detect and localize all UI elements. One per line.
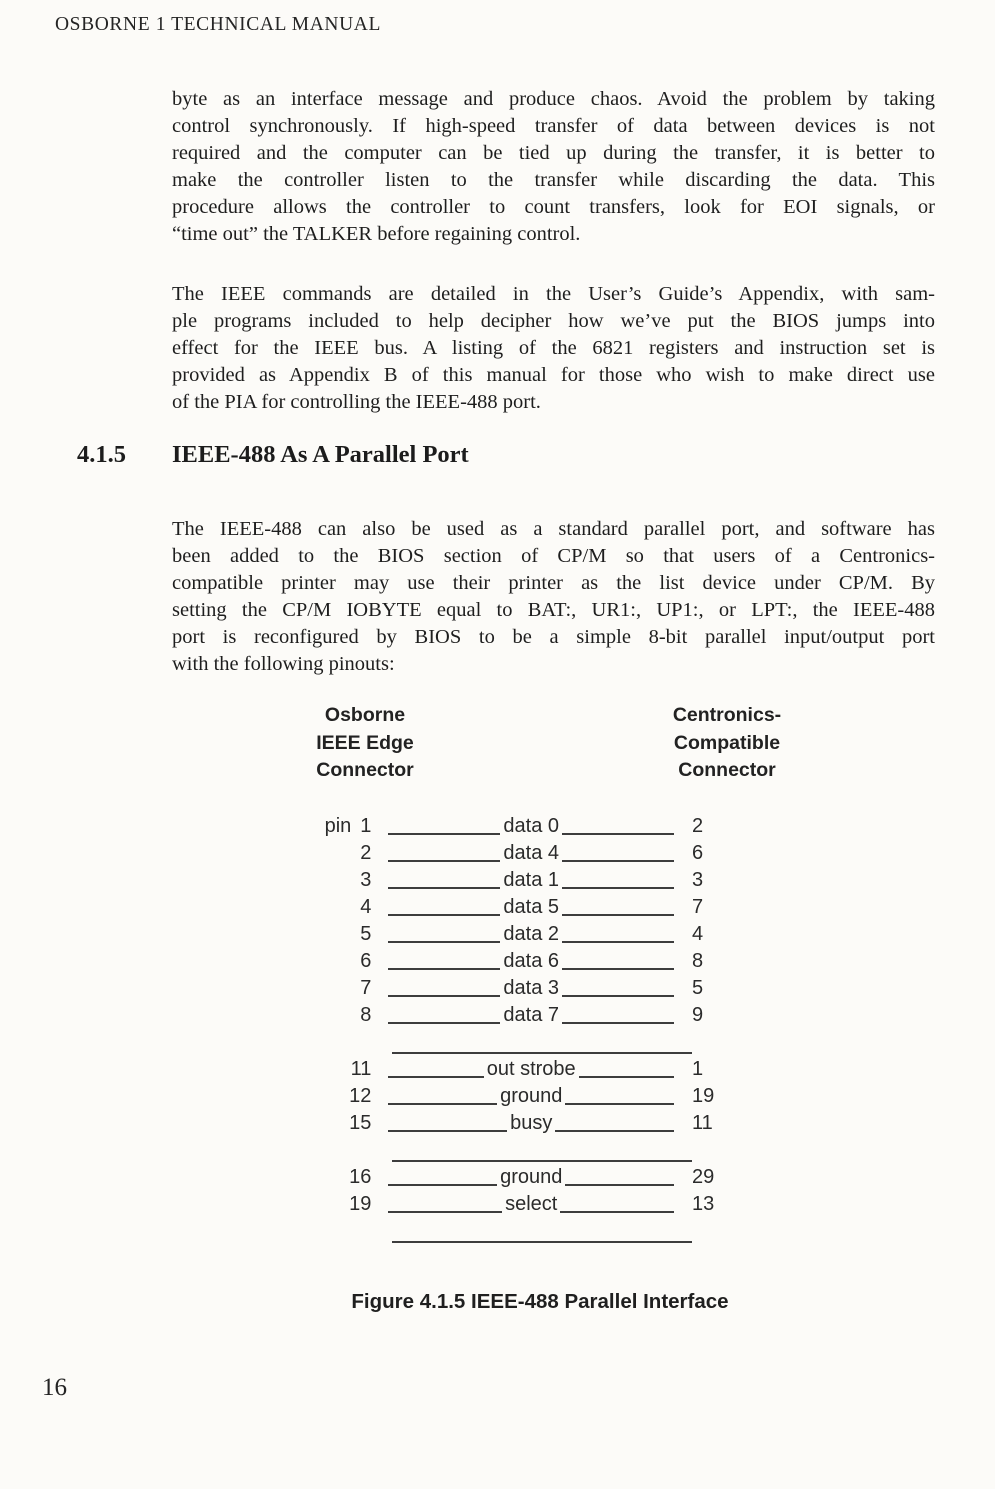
connector-line — [388, 859, 500, 862]
text-line: The IEEE commands are detailed in the User’s Guide’s Appendix, with sam- — [172, 283, 935, 305]
text-line: of the PIA for controlling the IEEE-488 port. — [172, 391, 541, 413]
text-line: compatible printer may use their printer as the list device under CP/M. By — [172, 572, 935, 594]
text-line: port is reconfigured by BIOS to be a simple 8-bit parallel input/output port — [172, 626, 935, 648]
centronics-pin: 13 — [692, 1193, 715, 1215]
connector-line — [562, 1021, 674, 1024]
connector-line — [388, 886, 500, 889]
text-line: been added to the BIOS section of CP/M so that users of a Centronics- — [172, 545, 935, 567]
centronics-pin: 5 — [692, 977, 704, 999]
pinout-row — [300, 838, 732, 865]
connector-line — [555, 1129, 674, 1132]
osborne-pin: 8 — [360, 1004, 372, 1026]
connector-line — [388, 940, 500, 943]
signal-name: data 5 — [503, 896, 560, 918]
osborne-pin: 12 — [349, 1085, 372, 1107]
centronics-pin: 29 — [692, 1166, 715, 1188]
header-line: Connector — [316, 759, 414, 781]
paragraph-3 — [172, 516, 935, 678]
text-line: make the controller listen to the transfer while discarding the data. This — [172, 169, 935, 191]
pinout-row — [300, 1054, 732, 1081]
centronics-pin: 2 — [692, 815, 704, 837]
connector-line — [562, 913, 674, 916]
centronics-connector-header — [661, 702, 793, 785]
pinout-row — [300, 865, 732, 892]
pinout-row — [300, 1108, 732, 1135]
connector-line — [560, 1210, 674, 1213]
text-line: provided as Appendix B of this manual for those who wish to make direct use — [172, 364, 935, 386]
connector-line — [388, 1129, 507, 1132]
connector-line — [562, 886, 674, 889]
connector-line — [388, 1075, 483, 1078]
section-heading — [77, 441, 935, 469]
osborne-pin: pin 1 — [324, 815, 372, 837]
osborne-pin: 7 — [360, 977, 372, 999]
centronics-pin: 8 — [692, 950, 704, 972]
connector-line — [565, 1102, 674, 1105]
centronics-pin: 1 — [692, 1058, 704, 1080]
connector-line — [388, 913, 500, 916]
connector-line — [562, 859, 674, 862]
text-line: setting the CP/M IOBYTE equal to BAT:, UR1:, UP1:, or LPT:, the IEEE-488 — [172, 599, 935, 621]
osborne-pin: 16 — [349, 1166, 372, 1188]
signal-name: out strobe — [486, 1058, 576, 1080]
signal-name: data 1 — [503, 869, 560, 891]
osborne-pin: 2 — [360, 842, 372, 864]
section-title: IEEE-488 As A Parallel Port — [172, 441, 469, 468]
connector-line — [562, 940, 674, 943]
text-line: “time out” the TALKER before regaining control. — [172, 223, 581, 245]
text-line: with the following pinouts: — [172, 653, 395, 675]
connector-line — [562, 832, 674, 835]
page-number: 16 — [42, 1374, 67, 1401]
centronics-pin: 7 — [692, 896, 704, 918]
pinout-row — [300, 973, 732, 1000]
pinout-row — [300, 1000, 732, 1027]
osborne-pin: 5 — [360, 923, 372, 945]
connector-line — [388, 1210, 502, 1213]
signal-name: ground — [500, 1085, 563, 1107]
group-separator-line — [392, 1241, 692, 1243]
text-line: procedure allows the controller to count transfers, look for EOI signals, or — [172, 196, 935, 218]
text-line: required and the computer can be tied up during the transfer, it is better to — [172, 142, 935, 164]
osborne-pin: 19 — [349, 1193, 372, 1215]
centronics-pin: 6 — [692, 842, 704, 864]
header-line: Centronics- — [672, 704, 782, 726]
pinout-row — [300, 1189, 732, 1216]
pinout-row — [300, 892, 732, 919]
osborne-pin: 6 — [360, 950, 372, 972]
osborne-pin: 4 — [360, 896, 372, 918]
header-line: IEEE Edge — [316, 731, 414, 754]
connector-line — [388, 1183, 497, 1186]
connector-line — [562, 994, 674, 997]
text-line: The IEEE-488 can also be used as a standard parallel port, and software has — [172, 518, 935, 540]
connector-line — [388, 1021, 500, 1024]
pinout-row — [300, 1081, 732, 1108]
centronics-pin: 4 — [692, 923, 704, 945]
header-line: Osborne — [324, 704, 406, 726]
text-line: ple programs included to help decipher how we’ve put the BIOS jumps into — [172, 310, 935, 332]
signal-name: select — [505, 1193, 558, 1215]
running-header: OSBORNE 1 TECHNICAL MANUAL — [55, 14, 381, 35]
connector-line — [388, 1102, 497, 1105]
text-line: control synchronously. If high-speed transfer of data between devices is not — [172, 115, 935, 137]
connector-line — [388, 832, 500, 835]
signal-name: data 2 — [503, 923, 560, 945]
centronics-pin: 3 — [692, 869, 704, 891]
signal-name: busy — [510, 1112, 553, 1134]
header-line: Connector — [678, 759, 776, 781]
header-line: Compatible — [673, 731, 781, 754]
connector-line — [562, 967, 674, 970]
section-number: 4.1.5 — [77, 441, 126, 468]
osborne-pin: 11 — [350, 1058, 372, 1080]
signal-name: data 6 — [503, 950, 560, 972]
figure-caption: Figure 4.1.5 IEEE-488 Parallel Interface — [351, 1290, 729, 1313]
signal-name: data 4 — [503, 842, 560, 864]
paragraph-2 — [172, 281, 935, 416]
connector-line — [579, 1075, 674, 1078]
pinout-table — [300, 811, 732, 1243]
osborne-pin: 15 — [349, 1112, 372, 1134]
centronics-pin: 19 — [692, 1085, 715, 1107]
pinout-row — [300, 1162, 732, 1189]
centronics-pin: 11 — [692, 1112, 713, 1134]
pin-label: pin — [324, 815, 352, 837]
text-line: byte as an interface message and produce chaos. Avoid the problem by taking — [172, 88, 935, 110]
signal-name: data 7 — [503, 1004, 560, 1026]
osborne-connector-header — [299, 702, 431, 785]
signal-name: data 0 — [503, 815, 560, 837]
pinout-row — [300, 946, 732, 973]
connector-line — [565, 1183, 674, 1186]
pinout-row — [300, 919, 732, 946]
osborne-pin: 3 — [360, 869, 372, 891]
connector-line — [388, 967, 500, 970]
text-line: effect for the IEEE bus. A listing of the 6821 registers and instruction set is — [172, 337, 935, 359]
signal-name: data 3 — [503, 977, 560, 999]
centronics-pin: 9 — [692, 1004, 704, 1026]
pinout-row — [300, 811, 732, 838]
paragraph-1 — [172, 86, 935, 248]
signal-name: ground — [500, 1166, 563, 1188]
connector-line — [388, 994, 500, 997]
